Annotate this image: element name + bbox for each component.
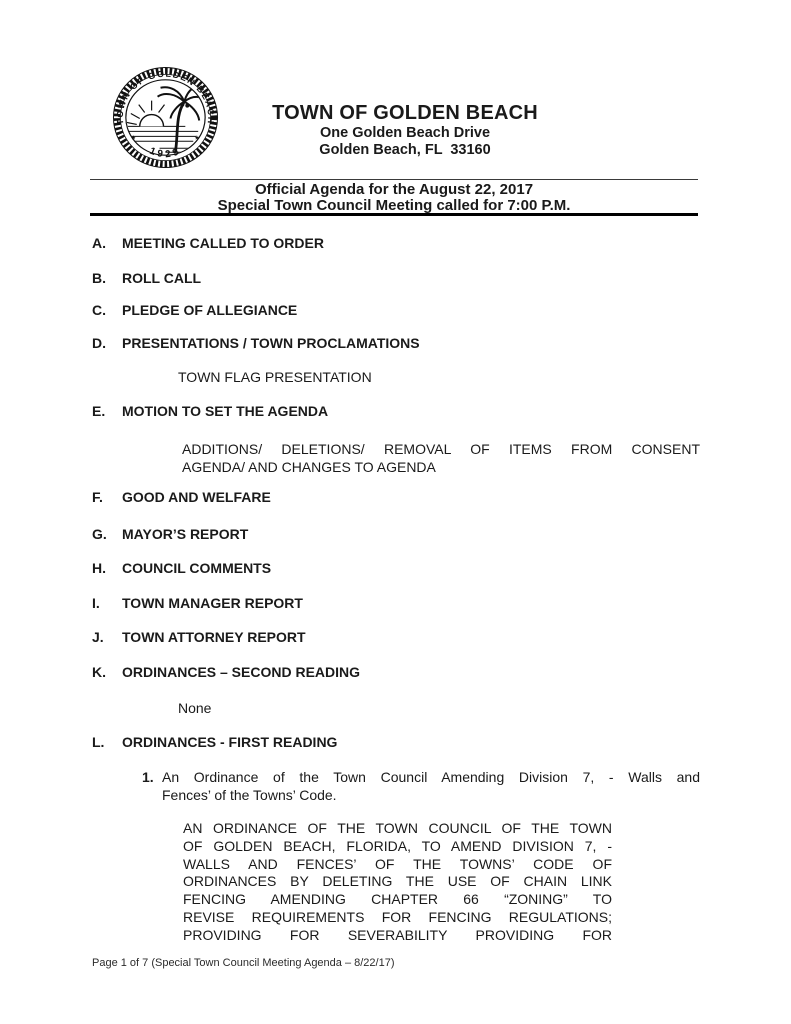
agenda-item-town-manager-report: [92, 595, 303, 611]
letterhead: [70, 102, 740, 158]
item-label: ROLL CALL: [122, 270, 202, 286]
seal-star-left-icon: ★: [130, 135, 137, 142]
sub-item-none: None: [178, 700, 212, 716]
agenda-title-line-1: Official Agenda for the August 22, 2017: [254, 181, 534, 198]
agenda-item-meeting-called-to-order: [92, 235, 324, 251]
seal-star-right-icon: ★: [194, 135, 200, 142]
item-label: MEETING CALLED TO ORDER: [122, 235, 324, 251]
item-letter: K.: [92, 664, 106, 680]
item-letter: F.: [92, 489, 103, 505]
ordinance-number: 1.: [142, 769, 154, 785]
ordinance-block-line: FENCING AMENDING CHAPTER 66 “ZONING” TO: [183, 891, 612, 908]
sub-item-town-flag-presentation: TOWN FLAG PRESENTATION: [178, 369, 372, 385]
agenda-item-ordinances-second-reading: [92, 664, 360, 680]
item-label: ORDINANCES – SECOND READING: [122, 664, 361, 680]
divider-thin: [90, 179, 698, 180]
sub-item-line: ADDITIONS/ DELETIONS/ REMOVAL OF ITEMS FROM CONSENT: [182, 441, 700, 457]
ordinance-summary-line: An Ordinance of the Town Council Amending Division 7, - Walls and: [162, 769, 700, 785]
agenda-item-good-and-welfare: [92, 489, 271, 505]
ordinance-block-text: [183, 820, 612, 945]
item-letter: B.: [92, 270, 106, 286]
item-letter: C.: [92, 302, 106, 318]
item-label: PLEDGE OF ALLEGIANCE: [122, 302, 298, 318]
item-label: TOWN MANAGER REPORT: [122, 595, 303, 611]
agenda-title-line-2: Special Town Council Meeting called for 7:00 P.M.: [217, 196, 571, 214]
item-letter: G.: [92, 526, 107, 542]
agenda-item-roll-call: [92, 270, 201, 286]
item-label: MOTION TO SET THE AGENDA: [122, 403, 329, 419]
item-label: TOWN ATTORNEY REPORT: [122, 629, 306, 645]
item-letter: I.: [92, 595, 100, 611]
item-label: GOOD AND WELFARE: [122, 489, 271, 505]
seal-ring-text: TOWN OF GOLDEN BEACH: [114, 68, 217, 126]
agenda-item-motion-to-set-agenda: [92, 403, 328, 419]
agenda-item-pledge-of-allegiance: [92, 302, 297, 318]
ordinance-block-line: WALLS AND FENCES’ OF THE TOWNS’ CODE OF: [183, 855, 612, 872]
page-title: TOWN OF GOLDEN BEACH: [272, 102, 538, 124]
item-letter: H.: [92, 560, 106, 576]
item-letter: D.: [92, 335, 106, 351]
item-letter: E.: [92, 403, 106, 419]
ordinance-block-line: OF GOLDEN BEACH, FLORIDA, TO AMEND DIVISION 7, -: [183, 837, 612, 854]
sub-item-additions-deletions: [182, 440, 700, 476]
agenda-item-ordinances-first-reading: [92, 734, 337, 750]
ordinance-block-line: REVISE REQUIREMENTS FOR FENCING REGULATIONS;: [183, 908, 612, 925]
item-label: MAYOR’S REPORT: [122, 526, 249, 542]
ordinance-block-line: AN ORDINANCE OF THE TOWN COUNCIL OF THE TOWN: [183, 820, 612, 836]
item-letter: A.: [92, 235, 106, 251]
page-footer: Page 1 of 7 (Special Town Council Meeting Agenda – 8/22/17): [92, 957, 395, 969]
item-letter: J.: [92, 629, 104, 645]
address-line-1: One Golden Beach Drive: [319, 125, 491, 141]
agenda-item-council-comments: [92, 560, 271, 576]
sub-item-line: AGENDA/ AND CHANGES TO AGENDA: [182, 459, 436, 475]
item-label: COUNCIL COMMENTS: [122, 560, 272, 576]
ordinance-summary: [162, 769, 700, 804]
item-label: PRESENTATIONS / TOWN PROCLAMATIONS: [122, 335, 420, 351]
ordinance-block-line: ORDINANCES BY DELETING THE USE OF CHAIN LINK: [183, 873, 612, 890]
agenda-item-presentations: [92, 335, 420, 351]
seal-year: 1929: [147, 145, 184, 161]
ordinance-summary-line: Fences’ of the Towns’ Code.: [162, 786, 337, 803]
address-line-2: Golden Beach, FL 33160: [319, 141, 491, 158]
item-letter: L.: [92, 734, 105, 750]
divider-thick: [90, 213, 698, 216]
agenda-item-town-attorney-report: [92, 629, 306, 645]
ordinance-block-line: PROVIDING FOR SEVERABILITY PROVIDING FOR: [183, 926, 612, 943]
agenda-title: [90, 182, 698, 213]
agenda-item-mayors-report: [92, 526, 248, 542]
item-label: ORDINANCES - FIRST READING: [122, 734, 338, 750]
